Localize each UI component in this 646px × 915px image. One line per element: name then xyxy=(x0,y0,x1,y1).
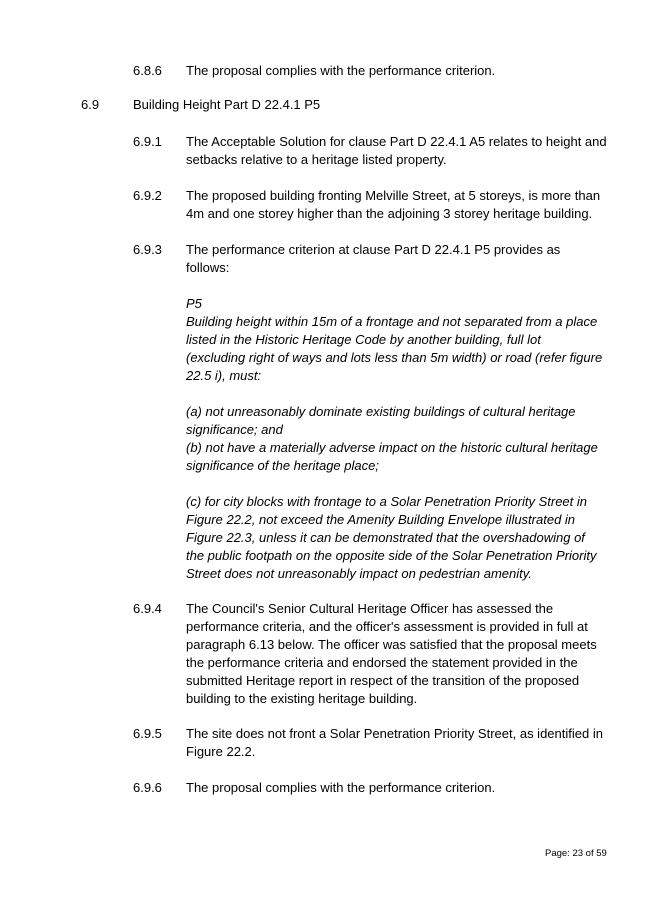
paragraph-text xyxy=(186,62,616,80)
quote-line: 22.5 i), must: xyxy=(186,368,262,383)
paragraph-text xyxy=(186,725,616,761)
paragraph-text xyxy=(186,600,616,708)
quote-line: significance; and xyxy=(186,422,283,437)
paragraph-text xyxy=(186,241,616,277)
quote-line: Figure 22.2, not exceed the Amenity Building Envelope illustrated in xyxy=(186,512,576,527)
text-line: the performance criteria and endorsed the statement provided in the xyxy=(186,655,578,670)
quote-line: (c) for city blocks with frontage to a Solar Penetration Priority Street in xyxy=(186,494,588,509)
text-line: paragraph 6.13 below. The officer was satisfied that the proposal meets xyxy=(186,637,597,652)
text-line: The Council's Senior Cultural Heritage Officer has assessed the xyxy=(186,601,554,616)
paragraph-text xyxy=(186,187,616,223)
paragraph-number: 6.9.2 xyxy=(133,188,162,203)
page-number: Page: 23 of 59 xyxy=(545,848,607,859)
text-line: performance criteria, and the officer's assessment is provided in full at xyxy=(186,619,588,634)
quote-title: P5 xyxy=(186,296,202,311)
text-line: follows: xyxy=(186,260,230,275)
quote-line: significance of the heritage place; xyxy=(186,458,379,473)
text-line: The proposal complies with the performance criterion. xyxy=(186,780,496,795)
section-number: 6.9 xyxy=(81,97,100,112)
text-line: building to the existing heritage building. xyxy=(186,691,418,706)
quote-line: (a) not unreasonably dominate existing buildings of cultural heritage xyxy=(186,404,576,419)
quoted-criterion xyxy=(186,295,616,583)
text-line: 4m and one storey higher than the adjoining 3 storey heritage building. xyxy=(186,206,593,221)
text-line: The performance criterion at clause Part D 22.4.1 P5 provides as xyxy=(186,242,561,257)
quote-line: the public footpath on the opposite side of the Solar Penetration Priority xyxy=(186,548,597,563)
quote-line: Building height within 15m of a frontage and not separated from a place xyxy=(186,314,598,329)
quote-line: (excluding right of ways and lots less than 5m width) or road (refer figure xyxy=(186,350,603,365)
text-line: setbacks relative to a heritage listed property. xyxy=(186,152,447,167)
paragraph-number: 6.9.4 xyxy=(133,601,162,616)
quote-line: (b) not have a materially adverse impact on the historic cultural heritage xyxy=(186,440,598,455)
paragraph-text xyxy=(186,133,616,169)
paragraph-number: 6.9.6 xyxy=(133,780,162,795)
text-line: submitted Heritage report in respect of the transition of the proposed xyxy=(186,673,580,688)
paragraph-number: 6.9.1 xyxy=(133,134,162,149)
paragraph-text xyxy=(186,779,616,797)
paragraph-number: 6.9.5 xyxy=(133,726,162,741)
text-line: The Acceptable Solution for clause Part D 22.4.1 A5 relates to height and xyxy=(186,134,607,149)
text-line: The proposed building fronting Melville Street, at 5 storeys, is more than xyxy=(186,188,601,203)
text-line: The site does not front a Solar Penetration Priority Street, as identified in xyxy=(186,726,603,741)
quote-line: Street does not unreasonably impact on pedestrian amenity. xyxy=(186,566,532,581)
paragraph-number: 6.9.3 xyxy=(133,242,162,257)
section-heading: Building Height Part D 22.4.1 P5 xyxy=(133,97,321,112)
text-line: Figure 22.2. xyxy=(186,744,256,759)
paragraph-number: 6.8.6 xyxy=(133,63,162,78)
text-line: The proposal complies with the performance criterion. xyxy=(186,63,496,78)
quote-line: listed in the Historic Heritage Code by another building, full lot xyxy=(186,332,541,347)
quote-line: Figure 22.3, unless it can be demonstrated that the overshadowing of xyxy=(186,530,585,545)
